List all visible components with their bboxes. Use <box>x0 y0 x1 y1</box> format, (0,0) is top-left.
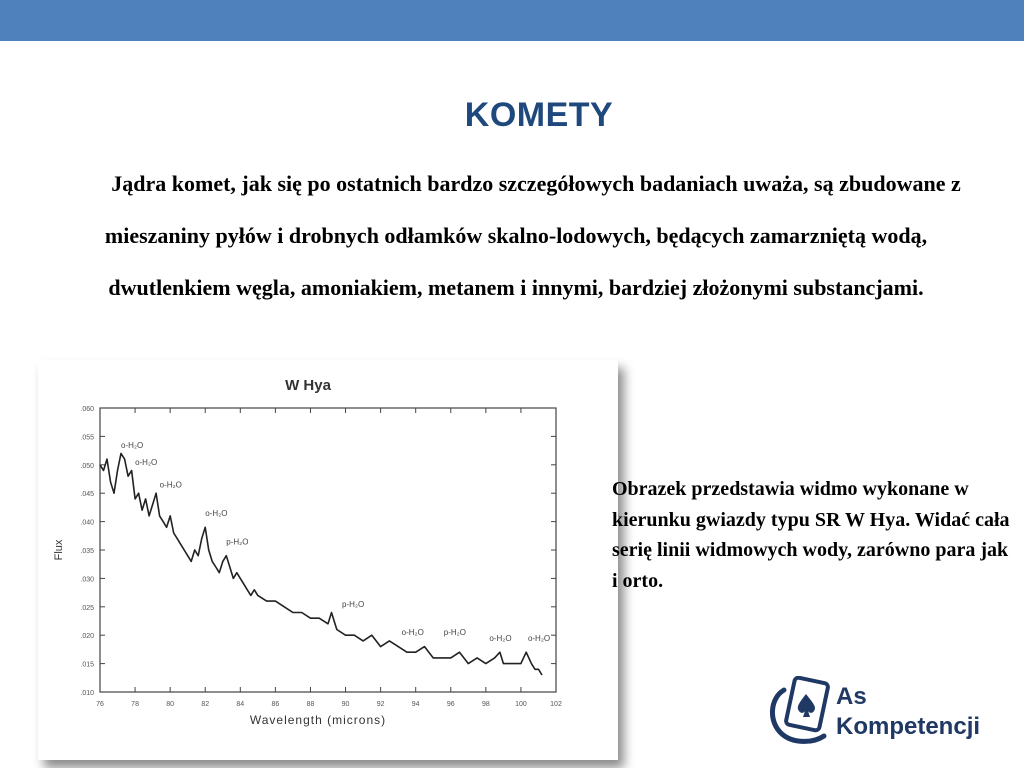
figure-caption: Obrazek przedstawia widmo wykonane w kierunku gwiazdy typu SR W Hya. Widać cała serię linii widmowych wody, zarówno para jak i orto. <box>612 478 1010 592</box>
intro-paragraph <box>60 158 972 314</box>
x-tick-label: 94 <box>411 701 420 708</box>
chart-title: W Hya <box>285 377 331 394</box>
x-tick-label: 76 <box>96 701 104 708</box>
spade-card-icon <box>772 677 828 741</box>
x-tick-label: 84 <box>236 701 245 708</box>
y-axis-label: Flux <box>53 539 65 561</box>
x-tick-label: 86 <box>271 701 280 708</box>
y-tick-label: .030 <box>80 576 94 584</box>
line-annotation: p-H₂O <box>226 537 249 547</box>
x-tick-label: 96 <box>446 701 455 708</box>
x-tick-label: 88 <box>306 701 315 708</box>
line-annotation: o-H₂O <box>159 480 182 490</box>
as-kompetencji-logo <box>768 676 1008 746</box>
y-tick-label: .015 <box>80 661 94 669</box>
x-tick-label: 80 <box>166 701 175 708</box>
line-annotation: o-H₂O <box>489 633 512 643</box>
spectrum-figure <box>38 360 618 760</box>
line-annotation: p-H₂O <box>443 628 466 638</box>
line-annotation: o-H₂O <box>527 633 551 643</box>
logo-text-kompetencji: Kompetencji <box>836 713 981 740</box>
line-annotation: o-H₂O <box>121 440 144 450</box>
slide-title: KOMETY <box>464 96 614 134</box>
x-tick-label: 78 <box>131 701 139 708</box>
y-tick-label: .050 <box>80 462 94 470</box>
line-annotation: p-H₂O <box>342 599 365 609</box>
plot-frame <box>100 408 556 692</box>
line-annotation: o-H₂O <box>205 508 228 518</box>
top-accent-bar <box>0 0 1024 41</box>
y-tick-label: .060 <box>80 406 94 413</box>
y-tick-label: .025 <box>80 604 94 612</box>
x-tick-label: 102 <box>550 701 562 708</box>
intro-text: Jądra komet, jak się po ostatnich bardzo szczegółowych badaniach uważa, są zbudowane z mieszaniny pyłów i drobnych odłamków skalno-lodowych, będących zamarzniętą wodą, dwutlenkiem węgla, amoniakiem, metanem i innymi, bardziej złożonymi substancjami. <box>104 171 961 300</box>
spectrum-chart <box>38 360 618 760</box>
x-axis-label: Wavelength (microns) <box>249 713 387 727</box>
line-annotation: o-H₂O <box>135 457 158 467</box>
x-tick-label: 92 <box>376 701 385 708</box>
x-tick-label: 98 <box>481 701 490 708</box>
x-tick-label: 82 <box>201 701 210 708</box>
y-tick-label: .045 <box>80 491 94 499</box>
x-tick-label: 90 <box>341 701 350 708</box>
x-tick-label: 100 <box>515 701 527 708</box>
logo-text-as: As <box>836 683 867 710</box>
y-tick-label: .020 <box>80 633 94 641</box>
y-tick-label: .035 <box>80 548 94 555</box>
y-tick-label: .040 <box>80 519 94 527</box>
y-tick-label: .055 <box>80 434 94 442</box>
line-annotation: o-H₂O <box>401 628 424 638</box>
y-tick-label: .010 <box>80 690 94 697</box>
